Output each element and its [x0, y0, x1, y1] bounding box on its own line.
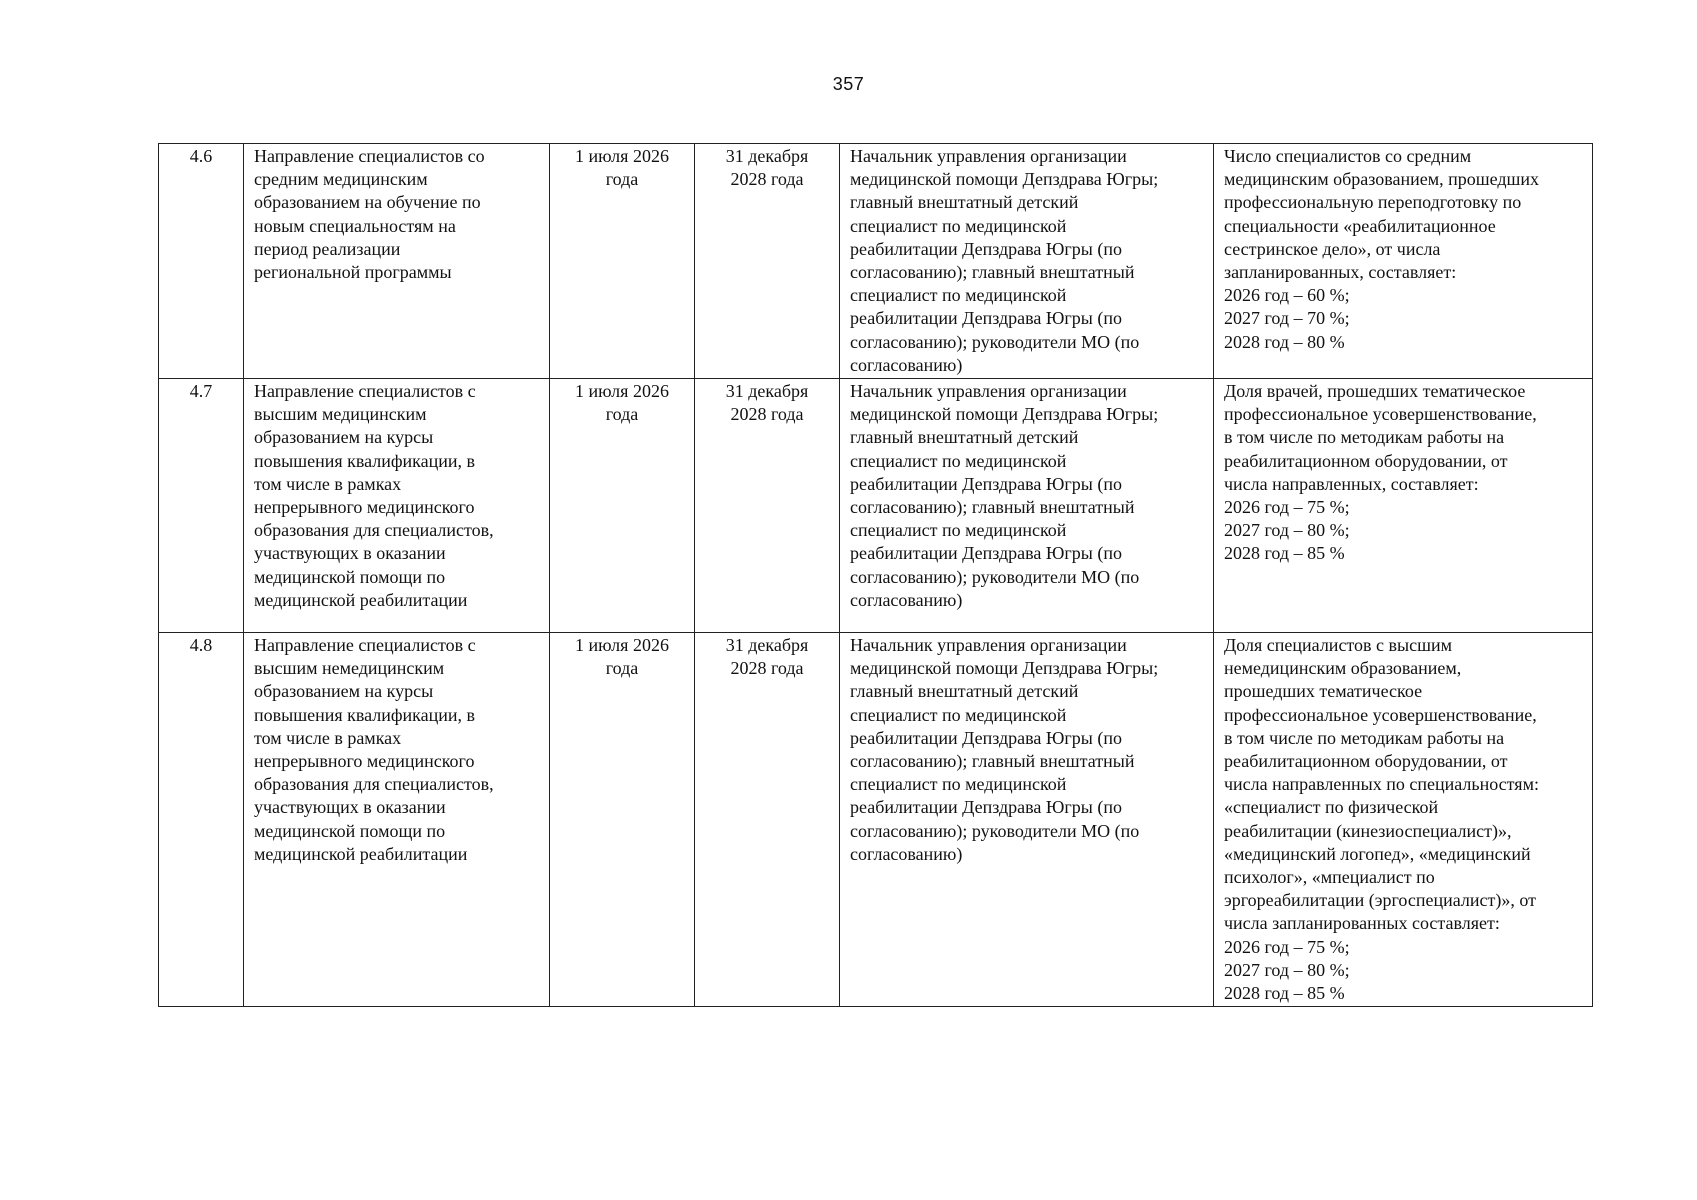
row-number-cell: 4.7 [159, 379, 244, 633]
activity-cell: Направление специалистов с высшим немедицинским образованием на курсы повышения квалификации, в том числе в рамках непрерывного медицинского образования для специалистов, участвующих в оказании медицинской помощи по медицинской реабилитации [244, 633, 550, 1007]
start-date-cell: 1 июля 2026 года [550, 144, 695, 379]
end-date-cell: 31 декабря 2028 года [695, 633, 840, 1007]
table-row [159, 379, 1593, 633]
start-date-cell: 1 июля 2026 года [550, 633, 695, 1007]
responsible-cell: Начальник управления организации медицинской помощи Депздрава Югры; главный внештатный детский специалист по медицинской реабилитации Депздрава Югры (по согласованию); главный внештатный специалист по медицинской реабилитации Депздрава Югры (по согласованию); руководители МО (по согласованию) [840, 144, 1214, 379]
result-cell: Число специалистов со средним медицинским образованием, прошедших профессиональную переподготовку по специальности «реабилитационное сестринское дело», от числа запланированных, составляет: 2026 год – 60 %; 2027 год – 70 %; 2028 год – 80 % [1214, 144, 1593, 379]
responsible-cell: Начальник управления организации медицинской помощи Депздрава Югры; главный внештатный детский специалист по медицинской реабилитации Депздрава Югры (по согласованию); главный внештатный специалист по медицинской реабилитации Депздрава Югры (по согласованию); руководители МО (по согласованию) [840, 379, 1214, 633]
result-cell: Доля специалистов с высшим немедицинским образованием, прошедших тематическое профессиональное усовершенствование, в том числе по методикам работы на реабилитационном оборудовании, от числа направленных по специальностям: «специалист по физической реабилитации (кинезиоспециалист)», «медицинский логопед», «медицинский психолог», «мпециалист по эргореабилитации (эргоспециалист)», от числа запланированных составляет: 2026 год – 75 %; 2027 год – 80 %; 2028 год – 85 % [1214, 633, 1593, 1007]
end-date-cell: 31 декабря 2028 года [695, 379, 840, 633]
row-number-cell: 4.8 [159, 633, 244, 1007]
page-number: 357 [832, 74, 865, 94]
end-date-cell: 31 декабря 2028 года [695, 144, 840, 379]
table-row [159, 633, 1593, 1007]
activity-cell: Направление специалистов со средним медицинским образованием на обучение по новым специальностям на период реализации региональной программы [244, 144, 550, 379]
table-row [159, 144, 1593, 379]
activities-table [158, 143, 1593, 1007]
row-number-cell: 4.6 [159, 144, 244, 379]
activity-cell: Направление специалистов с высшим медицинским образованием на курсы повышения квалификации, в том числе в рамках непрерывного медицинского образования для специалистов, участвующих в оказании медицинской помощи по медицинской реабилитации [244, 379, 550, 633]
result-cell: Доля врачей, прошедших тематическое профессиональное усовершенствование, в том числе по методикам работы на реабилитационном оборудовании, от числа направленных, составляет: 2026 год – 75 %; 2027 год – 80 %; 2028 год – 85 % [1214, 379, 1593, 633]
responsible-cell: Начальник управления организации медицинской помощи Депздрава Югры; главный внештатный детский специалист по медицинской реабилитации Депздрава Югры (по согласованию); главный внештатный специалист по медицинской реабилитации Депздрава Югры (по согласованию); руководители МО (по согласованию) [840, 633, 1214, 1007]
start-date-cell: 1 июля 2026 года [550, 379, 695, 633]
